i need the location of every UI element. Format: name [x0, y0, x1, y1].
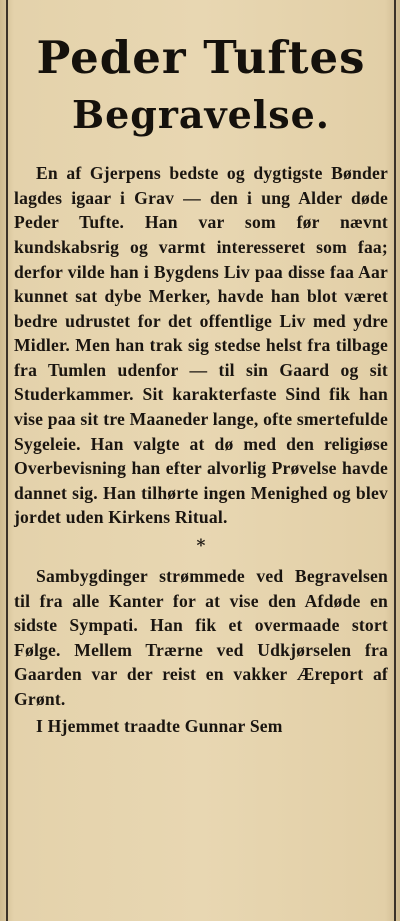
subheadline: Begravelse.	[72, 92, 330, 138]
headline: Peder Tuftes	[36, 31, 366, 84]
article-paragraph-2: Sambygdinger strømmede ved Begravelsen til fra alle Kanter for at vise den Afdøde en sidste Sympati. Han fik et overmaade stort Følge. Mellem Trærne ved Udkjørselen fra Gaarden var der reist en vakker Æreport af Grønt.	[14, 566, 388, 710]
column-rule-left	[6, 0, 8, 921]
article	[14, 0, 388, 921]
section-separator-asterisk: *	[196, 536, 206, 557]
column-rule-right	[394, 0, 396, 921]
article-paragraph-1: En af Gjerpens bedste og dygtigste Bønder lagdes igaar i Grav — den i ung Alder døde Peder Tufte. Han var som før nævnt kundskabsrig og varmt interesseret som faa; derfor vilde han i Bygdens Liv paa disse faa Aar kunnet sat dybe Merker, havde han blot været bedre udrustet for det offentlige Liv med ydre Midler. Men han trak sig stedse helst fra tilbage fra Tumlen udenfor — til sin Gaard og sit Studerkammer. Sit karakterfaste Sind fik han vise paa sit tre Maaneder lange, ofte smertefulde Sygeleie. Han valgte at dø med den religiøse Overbevisning han efter alvorlig Prøvelse havde dannet sig. Han tilhørte ingen Menighed og blev jordet uden Kirkens Ritual.	[14, 163, 388, 528]
article-paragraph-3: I Hjemmet traadte Gunnar Sem	[36, 715, 283, 736]
